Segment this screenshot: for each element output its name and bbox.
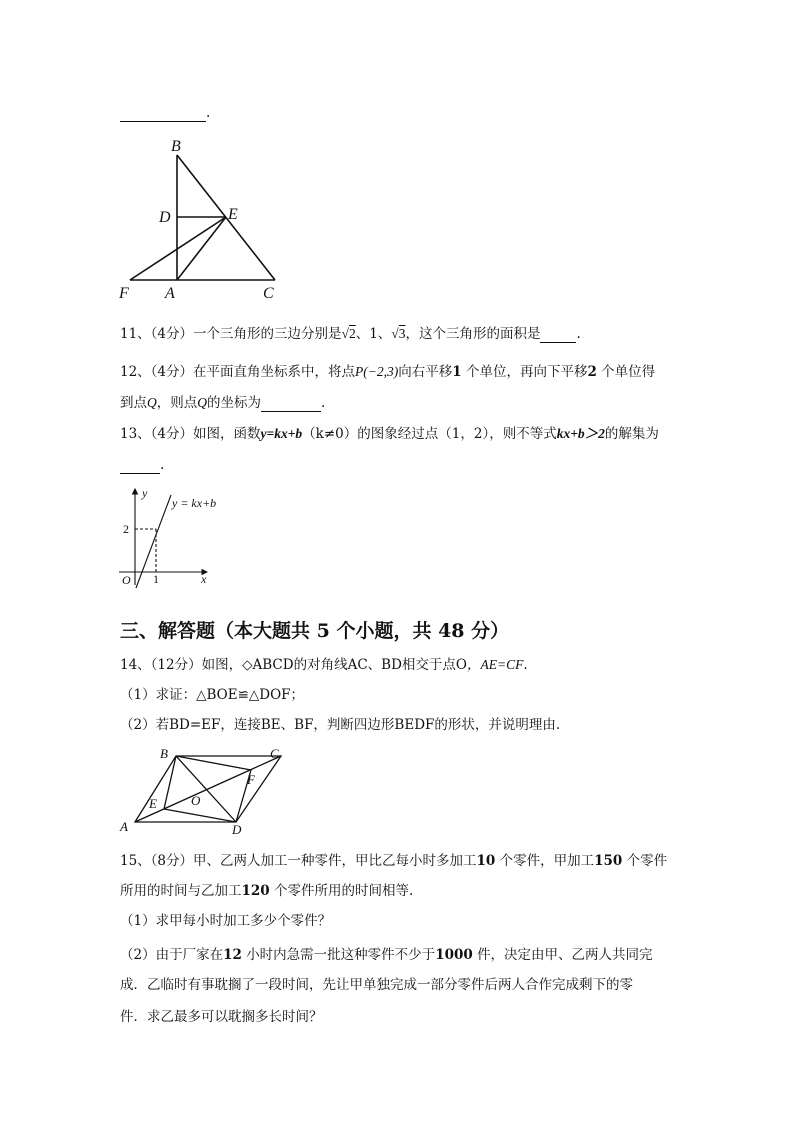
- q14-prefix: 14、（12分）如图，: [120, 657, 243, 673]
- q14-mid2: 相交于点: [401, 657, 456, 673]
- linear-function-graph: [115, 485, 225, 590]
- condition: ，AE=CF: [467, 657, 524, 672]
- num: 150: [594, 853, 623, 869]
- question-15-part2-line1: [120, 946, 653, 964]
- label-d: D: [159, 209, 171, 226]
- q14-mid: 的对角线: [293, 657, 348, 673]
- origin-label: O: [122, 573, 131, 587]
- q12-mid: 向右平移: [398, 364, 453, 380]
- answer-blank: [261, 397, 321, 412]
- function-label: y = kx+b: [172, 496, 217, 510]
- label-c: C: [263, 285, 274, 302]
- question-15-part2-line3: 件．求乙最多可以耽搁多长时间？: [120, 1009, 323, 1025]
- q12-prefix: 12、（4分）在平面直角坐标系中，将点: [120, 364, 356, 380]
- q15-text: 个零件所用的时间相等.: [273, 883, 414, 899]
- answer-blank: [540, 328, 576, 343]
- point-o: O: [455, 657, 467, 673]
- inequality: kx+b＞2: [556, 426, 605, 441]
- question-12-line2: [120, 394, 325, 412]
- q15-text: 件，决定由甲、乙两人共同完: [477, 947, 653, 963]
- answer-blank: [120, 459, 160, 474]
- question-13-line2: [120, 456, 164, 474]
- question-11: [120, 325, 581, 343]
- segment-be: [164, 756, 176, 809]
- num: 120: [241, 883, 270, 899]
- num: 2: [587, 364, 597, 380]
- question-15-part1: （1）求甲每小时加工多少个零件？: [120, 913, 332, 929]
- point-q: Q: [197, 395, 207, 410]
- blank: [120, 107, 206, 122]
- num: 12: [223, 947, 242, 963]
- y-axis-label: y: [142, 486, 148, 500]
- section-heading: 三、解答题（本大题共 5 个小题，共 48 分）: [120, 620, 510, 642]
- period: .: [523, 657, 528, 673]
- q12-prefix2: 到点: [120, 395, 147, 411]
- radicand-2: 2: [348, 326, 356, 341]
- q15-text: 小时内急需一批这种零件不少于: [246, 947, 436, 963]
- tick-label-y: 2: [123, 522, 129, 536]
- q12-end1: 个单位得: [601, 364, 656, 380]
- label-c: C: [270, 746, 279, 761]
- q12-mid4: 的坐标为: [207, 395, 261, 411]
- sqrt-3: √3: [391, 326, 406, 341]
- q15-text: 个零件，甲加工: [499, 853, 595, 869]
- label-a: A: [165, 285, 175, 302]
- label-d: D: [232, 822, 242, 837]
- q11-sep: 、1、: [355, 326, 392, 342]
- num: 1: [452, 364, 462, 380]
- q15-text: 个零件: [626, 853, 668, 869]
- label-b: B: [171, 138, 181, 155]
- segment-fe: [130, 217, 226, 280]
- triangle-figure: [115, 135, 285, 305]
- label-b: B: [160, 746, 168, 761]
- parallelogram-figure: [115, 743, 295, 838]
- q15-text: 15、（8分）甲、乙两人加工一种零件，甲比乙每小时多加工: [120, 853, 477, 869]
- segment-ae: [177, 217, 226, 280]
- label-e: E: [228, 206, 238, 223]
- q15-text: （2）由于厂家在: [120, 947, 224, 963]
- question-15-line2: [120, 882, 413, 900]
- q11-suffix: ，这个三角形的面积是: [405, 326, 541, 342]
- question-14-part1: （1）求证：△BOE≌△DOF；: [120, 687, 305, 703]
- parallelogram: ◇ABCD: [242, 657, 294, 673]
- segment-ac: AC: [347, 657, 368, 673]
- question-15-line1: [120, 852, 667, 870]
- question-14-line1: [120, 656, 528, 674]
- label-e: E: [149, 796, 157, 811]
- function: y=kx+b: [260, 426, 303, 441]
- q13-suffix: 的解集为: [604, 426, 659, 442]
- answer-blank-line: [120, 104, 210, 122]
- x-axis-label: x: [201, 572, 207, 586]
- point-q: Q: [147, 395, 157, 410]
- tick-label-x: 1: [153, 572, 159, 586]
- q11-prefix: 11、（4分）一个三角形的三边分别是: [120, 326, 342, 342]
- num: 1000: [435, 947, 473, 963]
- question-15-part2-line2: 成．乙临时有事耽搁了一段时间，先让甲单独完成一部分零件后两人合作完成剩下的零: [120, 977, 633, 993]
- sep: 、: [367, 657, 382, 673]
- q15-text: 所用的时间与乙加工: [120, 883, 242, 899]
- label-f: F: [119, 285, 129, 302]
- period: .: [321, 395, 326, 411]
- question-12-line1: [120, 363, 655, 381]
- q13-prefix: 13、（4分）如图，函数: [120, 426, 261, 442]
- radicand-3: 3: [398, 326, 406, 341]
- period: .: [206, 105, 211, 121]
- q12-mid3: ，则点: [156, 395, 198, 411]
- label-o: O: [191, 793, 201, 808]
- label-f: F: [247, 772, 255, 787]
- q12-mid2: 个单位，再向下平移: [465, 364, 588, 380]
- sqrt-2: √2: [341, 326, 356, 341]
- point-p: P(−2,3): [355, 364, 399, 379]
- segment-bd: BD: [381, 657, 402, 673]
- period: .: [576, 326, 581, 342]
- label-a: A: [120, 819, 128, 834]
- q13-mid: 的图象经过点（1，2），则不等式: [357, 426, 557, 442]
- question-14-part2: （2）若BD=EF，连接BE、BF，判断四边形BEDF的形状，并说明理由.: [120, 717, 561, 733]
- period: .: [160, 457, 165, 473]
- question-13-line1: [120, 425, 659, 443]
- condition: （k≠0）: [302, 426, 358, 442]
- num: 10: [476, 853, 496, 869]
